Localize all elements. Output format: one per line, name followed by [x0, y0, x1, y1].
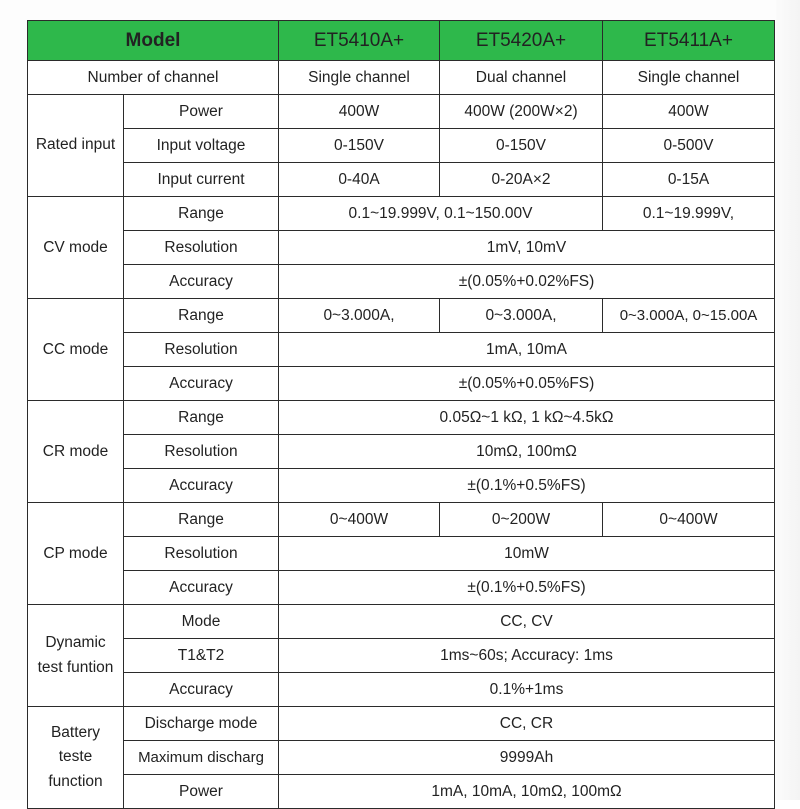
- table-row: [28, 537, 775, 571]
- table-cell: 0~200W: [440, 503, 603, 537]
- table-row: [28, 333, 775, 367]
- table-row: [28, 639, 775, 673]
- table-row: [28, 231, 775, 265]
- table-cell: 9999Ah: [279, 741, 775, 775]
- model-name: ET5420A+: [440, 21, 603, 61]
- table-cell: 1ms~60s; Accuracy: 1ms: [279, 639, 775, 673]
- table-row: [28, 605, 775, 639]
- table-cell: 0~3.000A, 0~15.00A: [603, 299, 775, 333]
- param-label: Range: [124, 197, 279, 231]
- header-row: [28, 21, 775, 61]
- param-label: Resolution: [124, 537, 279, 571]
- table-cell: 1mA, 10mA: [279, 333, 775, 367]
- table-cell: CC, CR: [279, 707, 775, 741]
- table-cell: 0.1~19.999V, 0.1~150.00V: [279, 197, 603, 231]
- group-label-line: Battery: [50, 724, 101, 742]
- table-row: [28, 741, 775, 775]
- table-cell: CC, CV: [279, 605, 775, 639]
- table-cell: 0.1%+1ms: [279, 673, 775, 707]
- group-label-cv-mode: CV mode: [28, 197, 124, 299]
- table-row: [28, 401, 775, 435]
- table-cell: 0-150V: [440, 129, 603, 163]
- table-row: [28, 95, 775, 129]
- table-cell: 400W: [603, 95, 775, 129]
- table-row: [28, 775, 775, 809]
- table-row: [28, 197, 775, 231]
- model-header: Model: [28, 21, 279, 61]
- table-row: [28, 163, 775, 197]
- group-label-cc-mode: CC mode: [28, 299, 124, 401]
- model-name: ET5411A+: [603, 21, 775, 61]
- table-cell: 0~3.000A,: [440, 299, 603, 333]
- table-cell: ±(0.1%+0.5%FS): [279, 571, 775, 605]
- group-label-line: Dynamic: [45, 634, 106, 652]
- group-label-line: function: [48, 772, 103, 790]
- table-cell: 1mV, 10mV: [279, 231, 775, 265]
- table-row: [28, 503, 775, 537]
- param-label: Input current: [124, 163, 279, 197]
- param-label: Power: [124, 775, 279, 809]
- table-cell: 0~400W: [603, 503, 775, 537]
- table-row: [28, 367, 775, 401]
- param-label: Accuracy: [124, 469, 279, 503]
- table-cell: 0-40A: [279, 163, 440, 197]
- table-cell: 400W: [279, 95, 440, 129]
- table-cell: Single channel: [603, 61, 775, 95]
- param-label: Power: [124, 95, 279, 129]
- param-label: Mode: [124, 605, 279, 639]
- table-cell: 0-15A: [603, 163, 775, 197]
- group-label-cr-mode: CR mode: [28, 401, 124, 503]
- table-cell: ±(0.05%+0.05%FS): [279, 367, 775, 401]
- table-row: [28, 61, 775, 95]
- table-cell: 0-150V: [279, 129, 440, 163]
- table-row: [28, 571, 775, 605]
- param-label: Resolution: [124, 231, 279, 265]
- table-cell: 0~400W: [279, 503, 440, 537]
- table-cell: 10mW: [279, 537, 775, 571]
- row-label-channels: Number of channel: [28, 61, 279, 95]
- table-row: [28, 265, 775, 299]
- param-label: Input voltage: [124, 129, 279, 163]
- param-label: T1&T2: [124, 639, 279, 673]
- param-label: Resolution: [124, 333, 279, 367]
- table-cell: 1mA, 10mA, 10mΩ, 100mΩ: [279, 775, 775, 809]
- table-cell: ±(0.1%+0.5%FS): [279, 469, 775, 503]
- param-label: Maximum discharg: [124, 741, 279, 775]
- group-label-cp-mode: CP mode: [28, 503, 124, 605]
- group-label-battery: [28, 707, 124, 809]
- group-label-line: teste: [58, 748, 93, 766]
- table-row: [28, 299, 775, 333]
- table-cell: 0-20A×2: [440, 163, 603, 197]
- group-label-dynamic: [28, 605, 124, 707]
- table-cell: 0.05Ω~1 kΩ, 1 kΩ~4.5kΩ: [279, 401, 775, 435]
- table-row: [28, 707, 775, 741]
- table-cell: 0~3.000A,: [279, 299, 440, 333]
- page-edge: [776, 0, 800, 800]
- table-cell: Dual channel: [440, 61, 603, 95]
- table-row: [28, 435, 775, 469]
- model-name: ET5410A+: [279, 21, 440, 61]
- table-cell: 0-500V: [603, 129, 775, 163]
- group-label-line: test funtion: [37, 658, 114, 676]
- param-label: Discharge mode: [124, 707, 279, 741]
- param-label: Accuracy: [124, 571, 279, 605]
- table-cell: 10mΩ, 100mΩ: [279, 435, 775, 469]
- param-label: Range: [124, 401, 279, 435]
- table-row: [28, 673, 775, 707]
- param-label: Accuracy: [124, 673, 279, 707]
- table-cell: 400W (200W×2): [440, 95, 603, 129]
- table-cell: ±(0.05%+0.02%FS): [279, 265, 775, 299]
- param-label: Resolution: [124, 435, 279, 469]
- spec-table: [27, 20, 775, 809]
- param-label: Range: [124, 503, 279, 537]
- table-row: [28, 129, 775, 163]
- table-row: [28, 469, 775, 503]
- param-label: Range: [124, 299, 279, 333]
- param-label: Accuracy: [124, 265, 279, 299]
- group-label-rated-input: Rated input: [28, 95, 124, 197]
- table-cell: 0.1~19.999V,: [603, 197, 775, 231]
- param-label: Accuracy: [124, 367, 279, 401]
- table-cell: Single channel: [279, 61, 440, 95]
